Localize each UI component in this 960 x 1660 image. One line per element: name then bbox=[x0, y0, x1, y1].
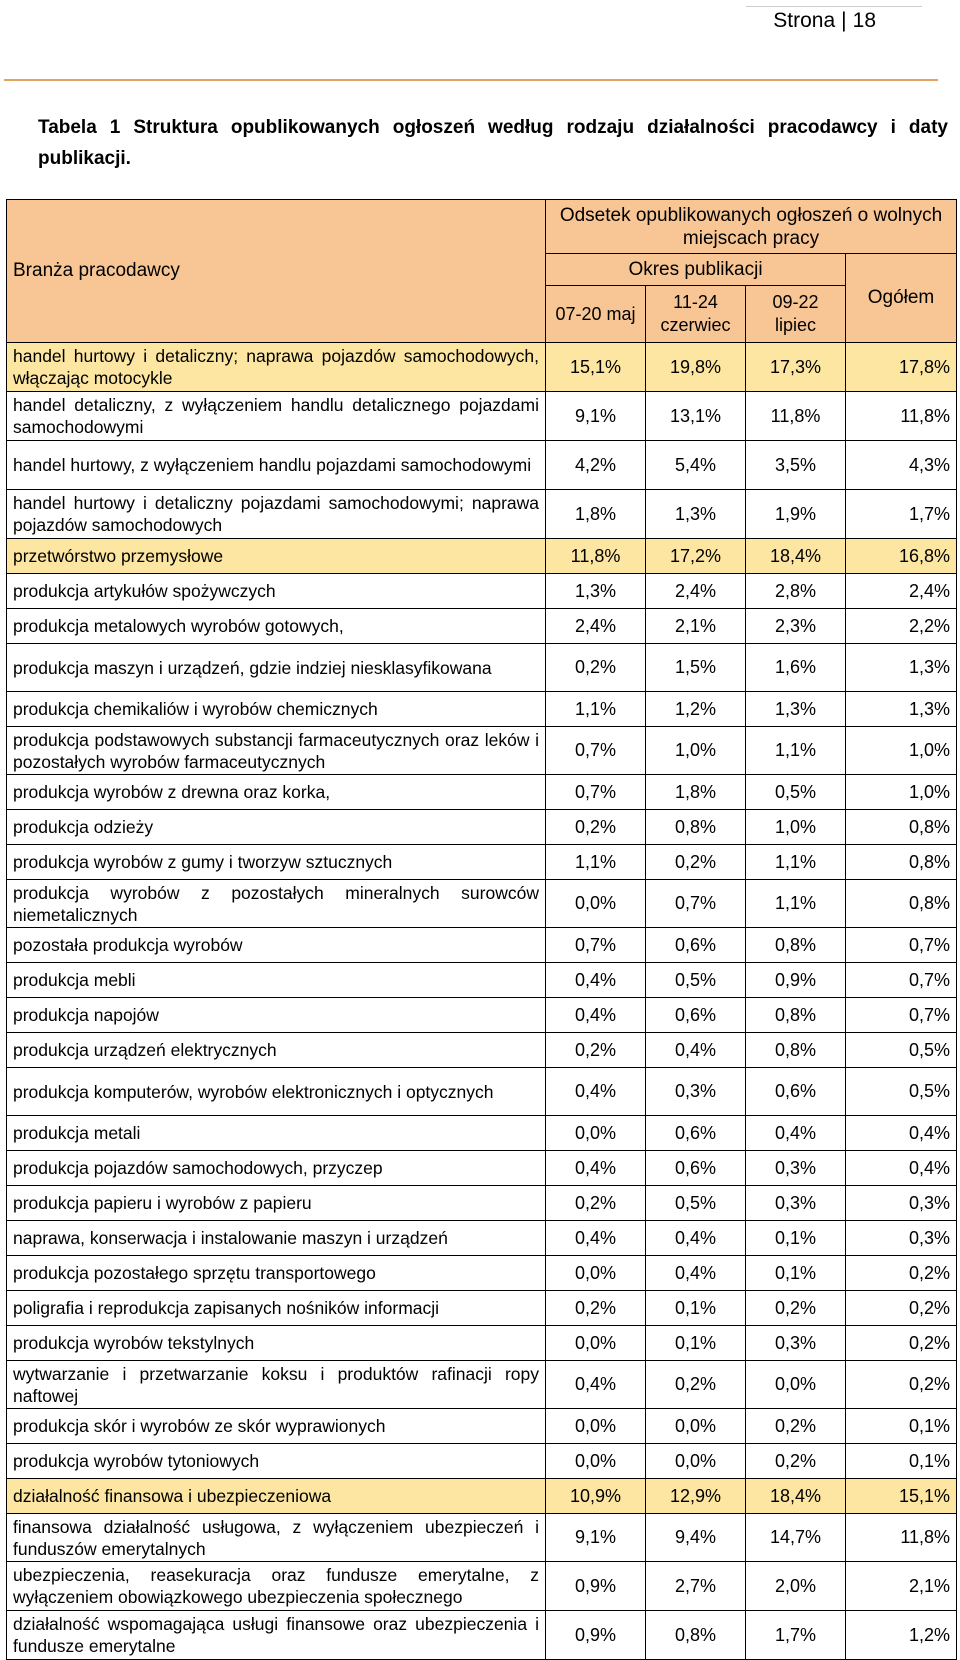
row-label: produkcja komputerów, wyrobów elektronicznych i optycznych bbox=[7, 1068, 546, 1116]
value-june: 0,2% bbox=[646, 1361, 746, 1409]
table-row bbox=[7, 1611, 957, 1660]
row-label: handel detaliczny, z wyłączeniem handlu detalicznego pojazdami samochodowymi bbox=[7, 392, 546, 441]
value-july: 18,4% bbox=[746, 539, 846, 574]
table-row bbox=[7, 727, 957, 775]
row-label: produkcja wyrobów z gumy i tworzyw sztucznych bbox=[7, 845, 546, 880]
table-row bbox=[7, 963, 957, 998]
row-label: przetwórstwo przemysłowe bbox=[7, 539, 546, 574]
value-july: 0,0% bbox=[746, 1361, 846, 1409]
value-june: 0,4% bbox=[646, 1033, 746, 1068]
value-june: 0,7% bbox=[646, 880, 746, 928]
value-may: 1,1% bbox=[546, 845, 646, 880]
value-july: 0,2% bbox=[746, 1291, 846, 1326]
value-may: 0,2% bbox=[546, 810, 646, 845]
value-may: 1,8% bbox=[546, 490, 646, 539]
value-june: 0,6% bbox=[646, 1116, 746, 1151]
table-row bbox=[7, 1116, 957, 1151]
value-july: 1,7% bbox=[746, 1611, 846, 1660]
row-label: produkcja podstawowych substancji farmaceutycznych oraz leków i pozostałych wyrobów farmaceutycznych bbox=[7, 727, 546, 775]
value-total: 1,0% bbox=[846, 727, 957, 775]
page-number bbox=[746, 6, 922, 36]
row-label: produkcja maszyn i urządzeń, gdzie indziej niesklasyfikowana bbox=[7, 644, 546, 692]
table-row bbox=[7, 539, 957, 574]
value-june: 1,3% bbox=[646, 490, 746, 539]
table-caption: Tabela 1 Struktura opublikowanych ogłoszeń według rodzaju działalności pracodawcy i daty publikacji. bbox=[38, 117, 948, 169]
value-total: 2,4% bbox=[846, 574, 957, 609]
value-july: 0,9% bbox=[746, 963, 846, 998]
table-row bbox=[7, 1221, 957, 1256]
value-total: 0,2% bbox=[846, 1291, 957, 1326]
row-label: produkcja metali bbox=[7, 1116, 546, 1151]
value-july: 1,1% bbox=[746, 727, 846, 775]
value-total: 0,3% bbox=[846, 1221, 957, 1256]
page-number-separator: | bbox=[841, 9, 847, 32]
value-may: 4,2% bbox=[546, 441, 646, 490]
value-july: 18,4% bbox=[746, 1479, 846, 1514]
value-total: 0,5% bbox=[846, 1068, 957, 1116]
value-total: 0,2% bbox=[846, 1361, 957, 1409]
date-header-1: 07-20 maj bbox=[546, 286, 646, 343]
table-row bbox=[7, 609, 957, 644]
row-label: handel hurtowy i detaliczny pojazdami samochodowymi; naprawa pojazdów samochodowych bbox=[7, 490, 546, 539]
data-table bbox=[6, 199, 957, 1660]
value-total: 0,4% bbox=[846, 1116, 957, 1151]
row-label: produkcja napojów bbox=[7, 998, 546, 1033]
value-june: 1,0% bbox=[646, 727, 746, 775]
value-may: 10,9% bbox=[546, 1479, 646, 1514]
table-row bbox=[7, 880, 957, 928]
value-july: 0,6% bbox=[746, 1068, 846, 1116]
value-may: 0,9% bbox=[546, 1611, 646, 1660]
value-total: 2,1% bbox=[846, 1562, 957, 1611]
row-label: ubezpieczenia, reasekuracja oraz fundusze emerytalne, z wyłączeniem obowiązkowego ubezpieczenia społecznego bbox=[7, 1562, 546, 1611]
date-header-3: 09-22 lipiec bbox=[746, 286, 846, 343]
value-june: 0,0% bbox=[646, 1409, 746, 1444]
value-total: 4,3% bbox=[846, 441, 957, 490]
row-label: produkcja pojazdów samochodowych, przyczep bbox=[7, 1151, 546, 1186]
value-june: 0,0% bbox=[646, 1444, 746, 1479]
table-body bbox=[7, 343, 957, 1660]
value-june: 17,2% bbox=[646, 539, 746, 574]
value-july: 1,1% bbox=[746, 880, 846, 928]
row-label: produkcja skór i wyrobów ze skór wyprawionych bbox=[7, 1409, 546, 1444]
page-number-value: 18 bbox=[852, 9, 876, 32]
value-july: 0,4% bbox=[746, 1116, 846, 1151]
row-label: działalność wspomagająca usługi finansowe oraz ubezpieczenia i fundusze emerytalne bbox=[7, 1611, 546, 1660]
value-may: 0,7% bbox=[546, 928, 646, 963]
value-total: 0,1% bbox=[846, 1444, 957, 1479]
value-total: 15,1% bbox=[846, 1479, 957, 1514]
row-label: produkcja pozostałego sprzętu transportowego bbox=[7, 1256, 546, 1291]
value-may: 0,4% bbox=[546, 998, 646, 1033]
value-total: 1,3% bbox=[846, 692, 957, 727]
table-row bbox=[7, 845, 957, 880]
value-may: 1,1% bbox=[546, 692, 646, 727]
value-june: 12,9% bbox=[646, 1479, 746, 1514]
value-july: 0,5% bbox=[746, 775, 846, 810]
value-total: 0,2% bbox=[846, 1256, 957, 1291]
value-may: 0,0% bbox=[546, 1116, 646, 1151]
table-row bbox=[7, 1033, 957, 1068]
table-row bbox=[7, 441, 957, 490]
value-june: 19,8% bbox=[646, 343, 746, 392]
table-row bbox=[7, 644, 957, 692]
row-label: produkcja wyrobów tytoniowych bbox=[7, 1444, 546, 1479]
value-july: 14,7% bbox=[746, 1514, 846, 1562]
value-may: 0,0% bbox=[546, 1326, 646, 1361]
value-may: 0,4% bbox=[546, 963, 646, 998]
table-row bbox=[7, 1409, 957, 1444]
value-july: 0,8% bbox=[746, 1033, 846, 1068]
value-total: 1,3% bbox=[846, 644, 957, 692]
value-total: 0,3% bbox=[846, 1186, 957, 1221]
row-label: produkcja metalowych wyrobów gotowych, bbox=[7, 609, 546, 644]
value-june: 0,5% bbox=[646, 1186, 746, 1221]
value-total: 0,8% bbox=[846, 845, 957, 880]
value-july: 0,3% bbox=[746, 1151, 846, 1186]
value-total: 0,7% bbox=[846, 963, 957, 998]
value-june: 1,2% bbox=[646, 692, 746, 727]
value-total: 0,8% bbox=[846, 880, 957, 928]
value-may: 0,0% bbox=[546, 880, 646, 928]
table-row bbox=[7, 490, 957, 539]
value-july: 1,0% bbox=[746, 810, 846, 845]
value-total: 2,2% bbox=[846, 609, 957, 644]
row-label: produkcja urządzeń elektrycznych bbox=[7, 1033, 546, 1068]
value-june: 5,4% bbox=[646, 441, 746, 490]
row-label: produkcja odzieży bbox=[7, 810, 546, 845]
value-total: 0,7% bbox=[846, 998, 957, 1033]
value-total: 1,7% bbox=[846, 490, 957, 539]
table-row bbox=[7, 1186, 957, 1221]
row-label: produkcja wyrobów z pozostałych mineralnych surowców niemetalicznych bbox=[7, 880, 546, 928]
row-label: handel hurtowy i detaliczny; naprawa pojazdów samochodowych, włączając motocykle bbox=[7, 343, 546, 392]
page-label: Strona bbox=[773, 9, 836, 32]
table-row bbox=[7, 1444, 957, 1479]
value-may: 0,4% bbox=[546, 1221, 646, 1256]
value-july: 1,3% bbox=[746, 692, 846, 727]
table-row bbox=[7, 692, 957, 727]
value-june: 0,2% bbox=[646, 845, 746, 880]
value-may: 0,9% bbox=[546, 1562, 646, 1611]
value-may: 0,0% bbox=[546, 1256, 646, 1291]
value-june: 1,8% bbox=[646, 775, 746, 810]
value-total: 0,2% bbox=[846, 1326, 957, 1361]
value-may: 11,8% bbox=[546, 539, 646, 574]
row-label: produkcja artykułów spożywczych bbox=[7, 574, 546, 609]
row-label: działalność finansowa i ubezpieczeniowa bbox=[7, 1479, 546, 1514]
value-may: 9,1% bbox=[546, 392, 646, 441]
value-june: 0,5% bbox=[646, 963, 746, 998]
value-june: 0,3% bbox=[646, 1068, 746, 1116]
value-total: 0,4% bbox=[846, 1151, 957, 1186]
value-june: 9,4% bbox=[646, 1514, 746, 1562]
table-row bbox=[7, 343, 957, 392]
row-label: pozostała produkcja wyrobów bbox=[7, 928, 546, 963]
row-label: produkcja mebli bbox=[7, 963, 546, 998]
row-label: produkcja papieru i wyrobów z papieru bbox=[7, 1186, 546, 1221]
value-july: 1,1% bbox=[746, 845, 846, 880]
row-label: produkcja wyrobów tekstylnych bbox=[7, 1326, 546, 1361]
value-may: 0,4% bbox=[546, 1151, 646, 1186]
table-row bbox=[7, 1361, 957, 1409]
value-may: 0,2% bbox=[546, 1033, 646, 1068]
value-june: 0,8% bbox=[646, 810, 746, 845]
value-total: 11,8% bbox=[846, 392, 957, 441]
branch-header: Branża pracodawcy bbox=[7, 200, 546, 343]
value-july: 1,6% bbox=[746, 644, 846, 692]
value-july: 0,1% bbox=[746, 1256, 846, 1291]
value-total: 0,7% bbox=[846, 928, 957, 963]
value-may: 0,7% bbox=[546, 727, 646, 775]
value-june: 13,1% bbox=[646, 392, 746, 441]
table-row bbox=[7, 1291, 957, 1326]
value-june: 2,4% bbox=[646, 574, 746, 609]
value-june: 0,4% bbox=[646, 1221, 746, 1256]
value-june: 0,1% bbox=[646, 1326, 746, 1361]
value-may: 0,2% bbox=[546, 644, 646, 692]
value-july: 0,2% bbox=[746, 1409, 846, 1444]
value-july: 3,5% bbox=[746, 441, 846, 490]
value-june: 0,6% bbox=[646, 928, 746, 963]
value-total: 17,8% bbox=[846, 343, 957, 392]
value-june: 0,4% bbox=[646, 1256, 746, 1291]
value-may: 0,7% bbox=[546, 775, 646, 810]
value-july: 17,3% bbox=[746, 343, 846, 392]
value-july: 0,8% bbox=[746, 928, 846, 963]
value-july: 0,1% bbox=[746, 1221, 846, 1256]
value-july: 0,3% bbox=[746, 1186, 846, 1221]
table-row bbox=[7, 1326, 957, 1361]
value-july: 2,8% bbox=[746, 574, 846, 609]
value-may: 1,3% bbox=[546, 574, 646, 609]
row-label: wytwarzanie i przetwarzanie koksu i produktów rafinacji ropy naftowej bbox=[7, 1361, 546, 1409]
value-total: 0,1% bbox=[846, 1409, 957, 1444]
value-june: 1,5% bbox=[646, 644, 746, 692]
table-row bbox=[7, 1256, 957, 1291]
value-total: 0,5% bbox=[846, 1033, 957, 1068]
row-label: handel hurtowy, z wyłączeniem handlu pojazdami samochodowymi bbox=[7, 441, 546, 490]
value-july: 0,2% bbox=[746, 1444, 846, 1479]
value-july: 2,0% bbox=[746, 1562, 846, 1611]
table-row bbox=[7, 1479, 957, 1514]
value-may: 0,0% bbox=[546, 1409, 646, 1444]
page-header bbox=[0, 0, 960, 84]
row-label: produkcja wyrobów z drewna oraz korka, bbox=[7, 775, 546, 810]
value-july: 2,3% bbox=[746, 609, 846, 644]
total-header: Ogółem bbox=[846, 254, 957, 343]
value-june: 2,7% bbox=[646, 1562, 746, 1611]
table-row bbox=[7, 1068, 957, 1116]
date-header-2: 11-24 czerwiec bbox=[646, 286, 746, 343]
value-july: 0,8% bbox=[746, 998, 846, 1033]
value-may: 9,1% bbox=[546, 1514, 646, 1562]
header-rule bbox=[4, 79, 938, 81]
value-june: 0,1% bbox=[646, 1291, 746, 1326]
table-row bbox=[7, 810, 957, 845]
value-june: 0,6% bbox=[646, 998, 746, 1033]
row-label: poligrafia i reprodukcja zapisanych nośników informacji bbox=[7, 1291, 546, 1326]
table-row bbox=[7, 574, 957, 609]
table-row bbox=[7, 1562, 957, 1611]
table-row bbox=[7, 775, 957, 810]
period-header: Okres publikacji bbox=[546, 254, 846, 286]
value-may: 0,2% bbox=[546, 1186, 646, 1221]
value-total: 1,0% bbox=[846, 775, 957, 810]
row-label: produkcja chemikaliów i wyrobów chemicznych bbox=[7, 692, 546, 727]
value-may: 0,2% bbox=[546, 1291, 646, 1326]
value-may: 2,4% bbox=[546, 609, 646, 644]
table-row bbox=[7, 1151, 957, 1186]
value-total: 1,2% bbox=[846, 1611, 957, 1660]
value-june: 0,8% bbox=[646, 1611, 746, 1660]
table-row bbox=[7, 1514, 957, 1562]
table-row bbox=[7, 928, 957, 963]
value-june: 0,6% bbox=[646, 1151, 746, 1186]
value-may: 0,0% bbox=[546, 1444, 646, 1479]
share-header: Odsetek opublikowanych ogłoszeń o wolnych miejscach pracy bbox=[546, 200, 957, 254]
value-may: 0,4% bbox=[546, 1361, 646, 1409]
value-july: 1,9% bbox=[746, 490, 846, 539]
value-total: 11,8% bbox=[846, 1514, 957, 1562]
table-row bbox=[7, 392, 957, 441]
row-label: finansowa działalność usługowa, z wyłączeniem ubezpieczeń i funduszów emerytalnych bbox=[7, 1514, 546, 1562]
value-may: 0,4% bbox=[546, 1068, 646, 1116]
row-label: naprawa, konserwacja i instalowanie maszyn i urządzeń bbox=[7, 1221, 546, 1256]
value-may: 15,1% bbox=[546, 343, 646, 392]
value-total: 16,8% bbox=[846, 539, 957, 574]
table-row bbox=[7, 998, 957, 1033]
value-july: 0,3% bbox=[746, 1326, 846, 1361]
value-total: 0,8% bbox=[846, 810, 957, 845]
value-july: 11,8% bbox=[746, 392, 846, 441]
value-june: 2,1% bbox=[646, 609, 746, 644]
